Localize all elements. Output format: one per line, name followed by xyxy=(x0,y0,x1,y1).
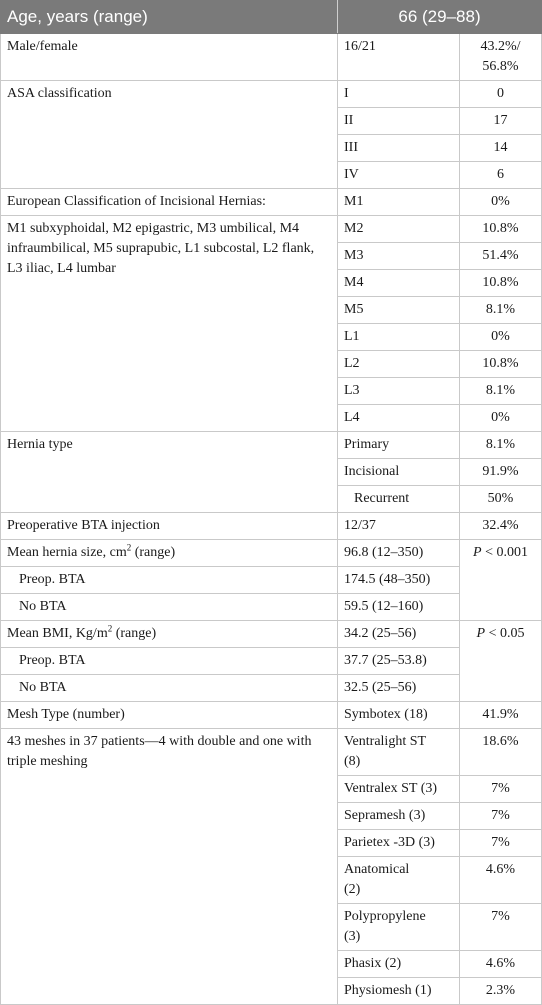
asa-count: 17 xyxy=(460,108,542,135)
ehs-pct: 0% xyxy=(460,189,542,216)
hernia-type: Recurrent xyxy=(338,486,460,513)
bmi-sub-value: 32.5 (25–56) xyxy=(338,675,460,702)
table-row xyxy=(1,513,542,540)
ehs-code: L3 xyxy=(338,378,460,405)
bmi-sub-value: 37.7 (25–53.8) xyxy=(338,648,460,675)
mesh-name: Sepramesh (3) xyxy=(338,803,460,830)
asa-count: 6 xyxy=(460,162,542,189)
bmi-value: 34.2 (25–56) xyxy=(338,621,460,648)
bmi-sub-label: No BTA xyxy=(1,675,338,702)
mesh-name: Parietex -3D (3) xyxy=(338,830,460,857)
asa-count: 14 xyxy=(460,135,542,162)
ehs-code: M5 xyxy=(338,297,460,324)
mesh-label: Mesh Type (number) xyxy=(1,702,338,729)
p-symbol: P xyxy=(476,626,486,641)
hernia-type-label: Hernia type xyxy=(1,432,338,513)
ehs-code: M2 xyxy=(338,216,460,243)
mesh-name: Ventralex ST (3) xyxy=(338,776,460,803)
asa-count: 0 xyxy=(460,81,542,108)
mesh-pct: 41.9% xyxy=(460,702,542,729)
ehs-label: European Classification of Incisional Hernias: xyxy=(1,189,338,216)
mesh-pct: 18.6% xyxy=(460,729,542,776)
hernia-type: Primary xyxy=(338,432,460,459)
bmi-label-sup: 2 xyxy=(107,623,113,634)
table-row xyxy=(1,729,542,776)
ehs-code: M1 xyxy=(338,189,460,216)
ehs-pct: 10.8% xyxy=(460,216,542,243)
mesh-pct: 4.6% xyxy=(460,951,542,978)
ehs-code: L1 xyxy=(338,324,460,351)
size-sub-value: 59.5 (12–160) xyxy=(338,594,460,621)
bta-pct: 32.4% xyxy=(460,513,542,540)
sex-count: 16/21 xyxy=(338,34,460,81)
size-p-value xyxy=(460,540,542,621)
hernia-type-pct: 8.1% xyxy=(460,432,542,459)
bmi-sub-label: Preop. BTA xyxy=(1,648,338,675)
p-value-text: < 0.05 xyxy=(485,626,525,641)
table-row xyxy=(1,34,542,81)
bta-count: 12/37 xyxy=(338,513,460,540)
bmi-label xyxy=(1,621,338,648)
hernia-type: Incisional xyxy=(338,459,460,486)
mesh-name: Anatomical (2) xyxy=(338,857,460,904)
ehs-pct: 51.4% xyxy=(460,243,542,270)
ehs-pct: 0% xyxy=(460,324,542,351)
mesh-pct: 7% xyxy=(460,776,542,803)
sex-label: Male/female xyxy=(1,34,338,81)
bmi-p-value xyxy=(460,621,542,702)
asa-class: III xyxy=(338,135,460,162)
asa-class: II xyxy=(338,108,460,135)
table-row xyxy=(1,432,542,459)
size-sub-value: 174.5 (48–350) xyxy=(338,567,460,594)
asa-class: IV xyxy=(338,162,460,189)
ehs-code: M4 xyxy=(338,270,460,297)
p-value-text: < 0.001 xyxy=(481,545,528,560)
table-header-row xyxy=(1,1,542,34)
hernia-type-pct: 91.9% xyxy=(460,459,542,486)
header-label: Age, years (range) xyxy=(1,1,338,34)
size-label-text: Mean hernia size, cm xyxy=(7,545,127,560)
table-row xyxy=(1,540,542,567)
size-sub-label: Preop. BTA xyxy=(1,567,338,594)
ehs-pct: 8.1% xyxy=(460,297,542,324)
mesh-name: Phasix (2) xyxy=(338,951,460,978)
bmi-label-text: Mean BMI, Kg/m xyxy=(7,626,108,641)
size-label xyxy=(1,540,338,567)
table-row xyxy=(1,189,542,216)
ehs-pct: 10.8% xyxy=(460,270,542,297)
ehs-code: L4 xyxy=(338,405,460,432)
mesh-pct: 7% xyxy=(460,830,542,857)
table-row xyxy=(1,81,542,108)
size-sub-label: No BTA xyxy=(1,594,338,621)
table-row xyxy=(1,702,542,729)
bta-label: Preoperative BTA injection xyxy=(1,513,338,540)
ehs-pct: 0% xyxy=(460,405,542,432)
ehs-pct: 10.8% xyxy=(460,351,542,378)
hernia-type-pct: 50% xyxy=(460,486,542,513)
mesh-name: Polypropylene (3) xyxy=(338,904,460,951)
mesh-name: Ventralight ST (8) xyxy=(338,729,460,776)
mesh-pct: 4.6% xyxy=(460,857,542,904)
asa-label: ASA classification xyxy=(1,81,338,189)
table-row xyxy=(1,216,542,243)
header-value: 66 (29–88) xyxy=(338,1,542,34)
mesh-pct: 7% xyxy=(460,803,542,830)
ehs-code: L2 xyxy=(338,351,460,378)
size-label-sup: 2 xyxy=(126,542,132,553)
bmi-label-range: (range) xyxy=(112,626,157,641)
mesh-description: 43 meshes in 37 patients—4 with double and one with triple meshing xyxy=(1,729,338,1005)
mesh-pct: 2.3% xyxy=(460,978,542,1005)
ehs-code: M3 xyxy=(338,243,460,270)
ehs-description: M1 subxyphoidal, M2 epigastric, M3 umbilical, M4 infraumbilical, M5 suprapubic, L1 subcostal, L2 flank, L3 iliac, L4 lumbar xyxy=(1,216,338,432)
mesh-name: Symbotex (18) xyxy=(338,702,460,729)
table-row xyxy=(1,621,542,648)
sex-pct: 43.2%/ 56.8% xyxy=(460,34,542,81)
size-label-range: (range) xyxy=(131,545,176,560)
size-value: 96.8 (12–350) xyxy=(338,540,460,567)
asa-class: I xyxy=(338,81,460,108)
mesh-name: Physiomesh (1) xyxy=(338,978,460,1005)
p-symbol: P xyxy=(473,545,482,560)
mesh-pct: 7% xyxy=(460,904,542,951)
ehs-pct: 8.1% xyxy=(460,378,542,405)
